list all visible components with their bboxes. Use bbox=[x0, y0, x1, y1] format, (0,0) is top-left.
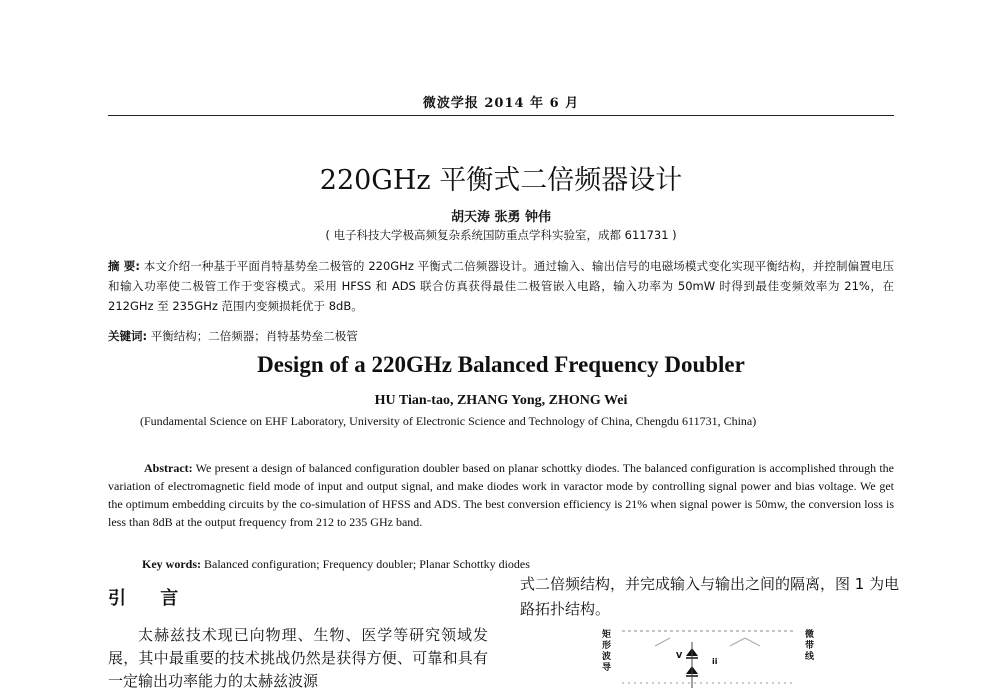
chinese-keywords-label: 关键词: bbox=[108, 329, 148, 343]
english-abstract bbox=[108, 459, 894, 531]
chinese-abstract-text: 本文介绍一种基于平面肖特基势垒二极管的 220GHz 平衡式二倍频器设计。通过输入、输出信号的电磁场模式变化实现平衡结构，并控制偏置电压和输入功率使二极管工作于变容模式。采用 HFSS 和 ADS 联合仿真获得最佳二极管嵌入电路，输入功率为 50mW 时得到最佳变频效率为 21%，在 212GHz 至 235GHz 范围内变频损耗优于 8dB。 bbox=[108, 259, 894, 313]
english-abstract-label: Abstract: bbox=[144, 461, 193, 475]
section-heading-introduction: 引 言 bbox=[108, 588, 193, 609]
chinese-keywords-text: 平衡结构；二倍频器；肖特基势垒二极管 bbox=[150, 329, 358, 343]
chinese-keywords bbox=[108, 328, 894, 344]
figure-label-waveguide: 矩形波导 bbox=[602, 630, 612, 673]
english-abstract-text: We present a design of balanced configuration doubler based on planar schottky diodes. The balanced configuration is accomplished through the variation of electromagnetic field mode of input and output signal, and make diodes work in varactor mode by controlling signal power and bias voltage. We get the optimum embedding circuits by the co-simulation of HFSS and ADS. The best conversion efficiency is 21% when signal power is 50mw, the conversion loss is less than 8dB at the output frequency from 212 to 235 GHz band. bbox=[108, 461, 894, 529]
chinese-affiliation: ( 电子科技大学极高频复杂系统国防重点学科实验室，成都 611731 ) bbox=[325, 228, 677, 242]
english-keywords-text: Balanced configuration; Frequency doubler; Planar Schottky diodes bbox=[204, 557, 530, 571]
left-column bbox=[108, 584, 488, 693]
figure-node-label: V bbox=[676, 651, 683, 660]
english-keywords-label: Key words: bbox=[142, 557, 201, 571]
chinese-authors: 胡天涛 张勇 钟伟 bbox=[450, 210, 552, 225]
english-authors: HU Tian-tao, ZHANG Yong, ZHONG Wei bbox=[374, 393, 628, 408]
english-title: Design of a 220GHz Balanced Frequency Doubler bbox=[257, 352, 745, 377]
running-header: 微波学报 2014 年 6 月 bbox=[422, 96, 580, 111]
right-column-text: 式二倍频结构，并完成输入与输出之间的隔离，图 1 为电路拓扑结构。 bbox=[520, 575, 900, 618]
header-rule bbox=[108, 115, 894, 116]
introduction-paragraph: 太赫兹技术现已向物理、生物、医学等研究领域发展，其中最重要的技术挑战仍然是获得方便、可靠和具有一定输出功率能力的太赫兹波源 bbox=[108, 626, 488, 690]
chinese-abstract bbox=[108, 256, 894, 316]
english-keywords bbox=[142, 557, 902, 572]
figure-node-label-2: ii bbox=[712, 657, 718, 666]
circuit-topology-figure bbox=[600, 628, 840, 688]
chinese-abstract-label: 摘 要: bbox=[108, 259, 140, 273]
english-affiliation: (Fundamental Science on EHF Laboratory, University of Electronic Science and Technology of China, Chengdu 611731, China) bbox=[140, 414, 757, 428]
figure-label-microstrip: 微带线 bbox=[805, 630, 815, 662]
chinese-title: 220GHz 平衡式二倍频器设计 bbox=[319, 165, 683, 196]
